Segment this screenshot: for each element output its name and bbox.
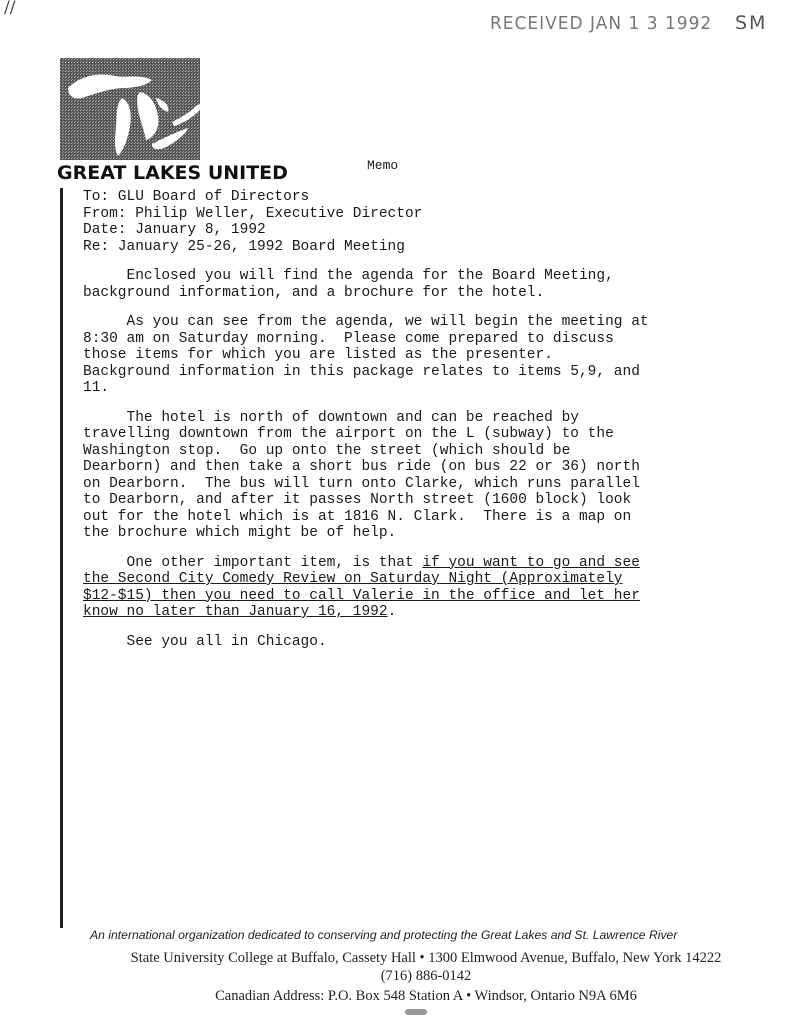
comedy-review-underlined: if you want to go and see the Second City Comedy Review on Saturday Night (Approximately $12-$15) then you need to call Valerie in the office and let her know no later than January 16, 1992 <box>83 554 640 620</box>
organization-logo <box>57 58 288 188</box>
comedy-review-intro: One other important item, is that <box>83 554 423 571</box>
union-print-mark <box>405 1009 427 1015</box>
great-lakes-map-icon <box>60 58 200 160</box>
comedy-review-end: . <box>387 604 397 620</box>
memo-date: Date: January 8, 1992 <box>83 222 266 238</box>
paragraph-closing: See you all in Chicago. <box>83 633 327 650</box>
memo-header <box>83 189 422 255</box>
paragraph-enclosures: Enclosed you will find the agenda for the Board Meeting, background information, and a brochure for the hotel. <box>83 268 614 301</box>
memo-subject: Re: January 25-26, 1992 Board Meeting <box>83 238 405 255</box>
footer-tagline: An international organization dedicated to conserving and protecting the Great Lakes and St. Lawrence River <box>90 928 678 942</box>
organization-name-logotype: GREAT LAKES UNITED <box>57 162 288 184</box>
received-date-stamp: RECEIVED JAN 1 3 1992 <box>490 13 713 35</box>
footer-us-address: State University College at Buffalo, Cassety Hall • 1300 Elmwood Avenue, Buffalo, New York 14222 <box>130 950 722 966</box>
memo-to: To: GLU Board of Directors <box>83 189 310 205</box>
paragraph-hotel-directions: The hotel is north of downtown and can be reached by travelling downtown from the airport on the L (subway) to the Washington stop. Go up onto the street (which should be Dearborn) and then take a short bus ride (on bus 22 or 36) north on Dearborn. The bus will turn onto Clarke, which runs parallel to Dearborn, and after it passes North street (1600 block) look out for the hotel which is at 1816 N. Clark. There is a map on the brochure which might be of help. <box>83 409 640 541</box>
footer-canadian-address: Canadian Address: P.O. Box 548 Station A • Windsor, Ontario N9A 6M6 <box>215 988 637 1004</box>
memo-body <box>83 268 703 663</box>
left-margin-rule <box>60 188 63 928</box>
paragraph-comedy-review <box>83 555 703 621</box>
footer-phone: (716) 886-0142 <box>380 968 472 984</box>
handwritten-initials: SM <box>735 12 768 34</box>
memo-from: From: Philip Weller, Executive Director <box>83 205 423 222</box>
paragraph-agenda: As you can see from the agenda, we will begin the meeting at 8:30 am on Saturday morning. Please come prepared to discuss those items for which you are listed as the presenter. Background information in this package relates to items 5,9, and 11. <box>83 314 649 396</box>
corner-handwritten-mark: // <box>4 0 16 18</box>
memo-title: Memo <box>367 158 399 173</box>
